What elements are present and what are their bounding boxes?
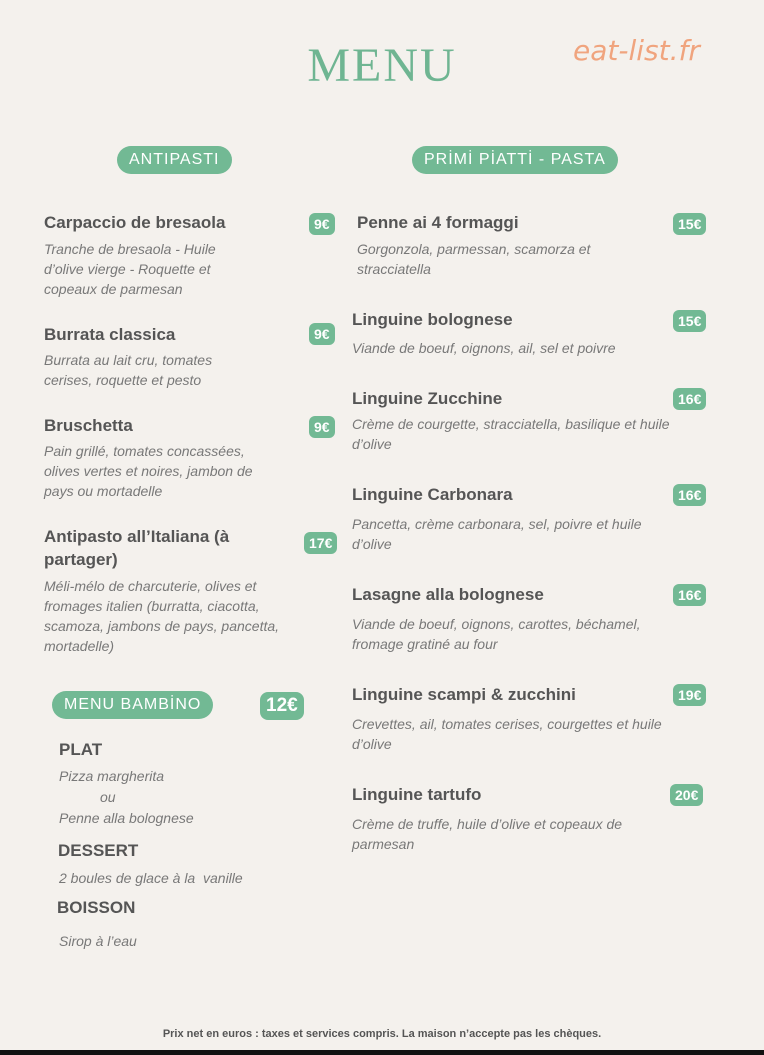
price-badge: 19€: [673, 684, 706, 706]
item-name: Linguine bolognese: [352, 310, 513, 329]
section-header-menu-bambino: MENU BAMBİNO: [52, 691, 213, 719]
bambino-boisson-desc: Sirop à l’eau: [59, 933, 137, 949]
price-badge: 16€: [673, 584, 706, 606]
item-description: Tranche de bresaola - Huile d’olive vierge - Roquette et copeaux de parmesan: [44, 241, 216, 297]
price-badge: 16€: [673, 388, 706, 410]
item-description: Crème de truffe, huile d’olive et copeaux de parmesan: [352, 816, 623, 852]
section-header-pasta: PRİMİ PİATTİ - PASTA: [412, 146, 618, 174]
price-badge: 9€: [309, 323, 335, 345]
item-name: Linguine Zucchine: [352, 389, 503, 408]
item-name: Linguine tartufo: [352, 785, 482, 804]
item-description: Burrata au lait cru, tomates cerises, roquette et pesto: [44, 352, 213, 388]
bambino-boisson-title: BOISSON: [57, 898, 136, 917]
item-description: Méli-mélo de charcuterie, olives et fromages italien (burratta, ciacotta, scamoza, jambons de pays, pancetta, mortadelle): [44, 578, 280, 654]
watermark: eat-list.fr: [573, 34, 700, 67]
item-name: Antipasto all’Italiana (à partager): [44, 527, 230, 569]
bambino-dessert-desc: 2 boules de glace à la vanille: [59, 870, 243, 886]
item-name: Bruschetta: [44, 416, 133, 435]
bambino-plat-option: Penne alla bolognese: [59, 810, 194, 826]
section-header-antipasti: ANTIPASTI: [117, 146, 232, 174]
price-badge: 20€: [670, 784, 703, 806]
item-description: Crème de courgette, stracciatella, basilique et huile d’olive: [352, 416, 670, 452]
item-description: Pancetta, crème carbonara, sel, poivre et huile d’olive: [352, 516, 642, 552]
item-description: Pain grillé, tomates concassées, olives vertes et noires, jambon de pays ou mortadelle: [44, 443, 253, 499]
bambino-plat-or: ou: [100, 789, 116, 805]
price-badge: 9€: [309, 213, 335, 235]
price-badge: 12€: [260, 692, 304, 720]
page-title: MENU: [307, 39, 457, 92]
price-badge: 15€: [673, 310, 706, 332]
bambino-plat-option: Pizza margherita: [59, 768, 165, 784]
price-badge: 15€: [673, 213, 706, 235]
item-description: Viande de boeuf, oignons, carottes, béchamel, fromage gratiné au four: [352, 616, 641, 652]
price-badge: 17€: [304, 532, 337, 554]
bottom-divider: [0, 1050, 764, 1055]
price-badge: 9€: [309, 416, 335, 438]
price-badge: 16€: [673, 484, 706, 506]
item-name: Lasagne alla bolognese: [352, 585, 544, 604]
footer-note: Prix net en euros : taxes et services compris. La maison n’accepte pas les chèques.: [162, 1028, 602, 1040]
item-description: Gorgonzola, parmessan, scamorza et stracciatella: [357, 241, 591, 277]
item-name: Carpaccio de bresaola: [44, 213, 226, 232]
bambino-dessert-title: DESSERT: [58, 841, 139, 860]
item-name: Linguine Carbonara: [352, 485, 513, 504]
item-name: Burrata classica: [44, 325, 176, 344]
bambino-plat-title: PLAT: [59, 740, 103, 759]
item-description: Viande de boeuf, oignons, ail, sel et poivre: [352, 340, 616, 356]
item-name: Linguine scampi & zucchini: [352, 685, 576, 704]
item-description: Crevettes, ail, tomates cerises, courgettes et huile d’olive: [352, 716, 662, 752]
item-name: Penne ai 4 formaggi: [357, 213, 519, 232]
